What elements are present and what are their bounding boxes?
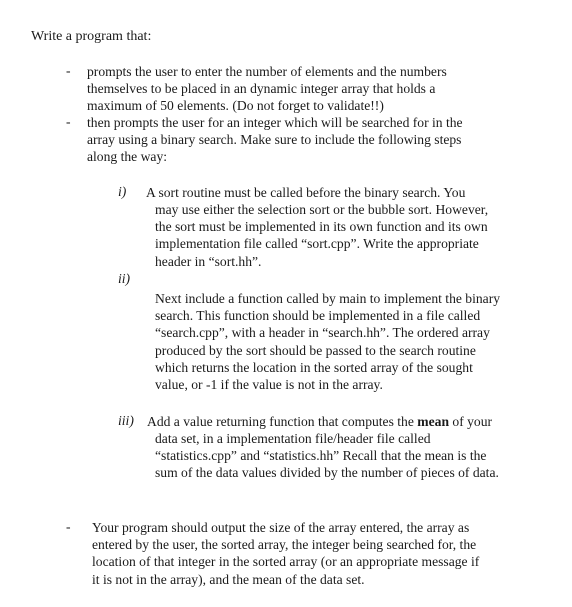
emphasis-mean: mean: [417, 414, 450, 429]
step-number-iii: iii): [118, 413, 134, 428]
text-line: A sort routine must be called before the binary search. You: [146, 185, 466, 200]
text-line: which returns the location in the sorted array of the sought: [155, 359, 473, 375]
text-line: Your program should output the size of the array entered, the array as: [92, 520, 470, 535]
bullet-dash: -: [66, 114, 71, 129]
bullet-output-requirements: [92, 519, 479, 588]
text-line: “statistics.cpp” and “statistics.hh” Recall that the mean is the: [155, 448, 487, 464]
text-line: maximum of 50 elements. (Do not forget to validate!!): [87, 98, 384, 114]
text-line: produced by the sort should be passed to the search routine: [155, 342, 476, 358]
text-line: it is not in the array), and the mean of the data set.: [92, 571, 365, 587]
text-line: the sort must be implemented in its own function and its own: [155, 219, 488, 235]
text-line: search. This function should be implemented in a file called: [155, 308, 481, 324]
text-line: prompts the user to enter the number of elements and the numbers: [87, 64, 447, 79]
text-line: themselves to be placed in an dynamic integer array that holds a: [87, 81, 436, 97]
step-number-ii: ii): [118, 271, 131, 286]
text-span: Add a value returning function that computes the: [147, 414, 418, 429]
step-mean-first-line: [147, 413, 492, 430]
bullet-prompt-elements: [87, 63, 531, 115]
text-line: data set, in a implementation file/header file called: [155, 431, 431, 446]
text-line: “search.cpp”, with a header in “search.hh”. The ordered array: [155, 325, 490, 341]
text-line: along the way:: [87, 149, 168, 165]
text-line: sum of the data values divided by the number of pieces of data.: [155, 465, 499, 481]
step-sort-first-line: [146, 184, 465, 201]
step-mean-text: [155, 430, 499, 482]
text-line: location of that integer in the sorted array (or an appropriate message if: [92, 554, 480, 570]
text-line: then prompts the user for an integer which will be searched for in the: [87, 115, 463, 130]
step-number-i: i): [118, 184, 127, 199]
text-span: of your: [449, 414, 493, 429]
step-sort-text: [155, 201, 488, 270]
bullet-dash: -: [66, 63, 71, 78]
text-line: entered by the user, the sorted array, the integer being searched for, the: [92, 537, 477, 553]
text-line: Next include a function called by main to implement the binary: [155, 291, 501, 306]
text-line: header in “sort.hh”.: [155, 253, 262, 269]
intro-heading: Write a program that:: [31, 29, 152, 44]
text-line: implementation file called “sort.cpp”. Write the appropriate: [155, 236, 479, 252]
bullet-prompt-search: [87, 114, 531, 166]
text-line: value, or -1 if the value is not in the array.: [155, 377, 383, 393]
bullet-dash: -: [66, 519, 71, 534]
text-line: may use either the selection sort or the bubble sort. However,: [155, 202, 489, 217]
text-line: array using a binary search. Make sure to include the following steps: [87, 132, 462, 148]
step-search-text: [155, 290, 500, 393]
